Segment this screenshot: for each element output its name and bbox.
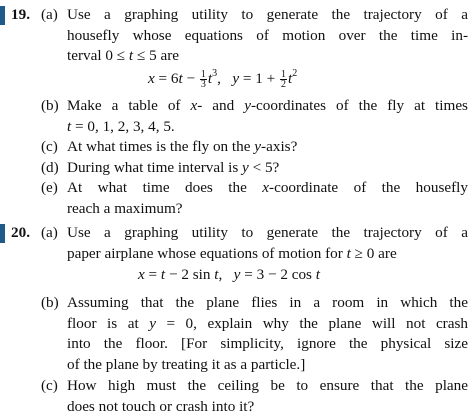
fraction: $\frac{1}{3}$ [200, 69, 206, 91]
text-line: Assuming that the plane flies in a room in which the [67, 294, 468, 311]
text-line: t = 0, 1, 2, 3, 4, 5. [67, 117, 175, 135]
part-text [67, 5, 468, 67]
part-label: (a) [41, 6, 58, 23]
text-line: paper airplane whose equations of motion for t ≥ 0 are [67, 244, 397, 262]
text-line: Make a table of x- and y-coordinates of the fly at times [67, 97, 468, 114]
text-line: floor is at y = 0, explain why the plane will not crash [67, 314, 468, 332]
part-text [67, 158, 468, 179]
text-line: Use a graphing utility to generate the trajectory of a [67, 224, 468, 241]
part-text [67, 376, 468, 417]
text-line: housefly whose equations of motion over the time in- [67, 26, 468, 44]
problem-marker [0, 6, 5, 25]
text-line: into the floor. [For simplicity, ignore the physical size [67, 335, 468, 352]
problem-number: 19. [11, 6, 30, 23]
part-label: (c) [41, 377, 58, 394]
equation: x = 6t − $\frac{1}{3}$ $t^3$, y = 1 + $\frac{1}{2}$ $t^2$ [148, 67, 298, 91]
equation: x = t − 2 sin t, y = 3 − 2 cos t [138, 266, 320, 283]
text-line: At what time does the x-coordinate of the housefly [67, 179, 468, 196]
part-label: (b) [41, 97, 59, 114]
part-text [67, 178, 468, 219]
problem-marker [0, 224, 5, 243]
fraction: $\frac{1}{2}$ [281, 69, 287, 91]
part-text [67, 96, 468, 137]
text-line: Use a graphing utility to generate the trajectory of a [67, 6, 468, 23]
part-text [67, 223, 468, 264]
part-label: (e) [41, 179, 58, 196]
text-line: does not touch or crash into it? [67, 397, 255, 415]
part-label: (b) [41, 294, 59, 311]
text-line: At what times is the fly on the y-axis? [67, 138, 298, 155]
part-text [67, 137, 468, 158]
text-line: How high must the ceiling be to ensure that the plane [67, 377, 468, 394]
part-label: (d) [41, 158, 59, 176]
problem-number: 20. [11, 224, 30, 241]
text-line: of the plane by treating it as a particle.] [67, 355, 306, 373]
part-label: (c) [41, 138, 58, 155]
text-line: reach a maximum? [67, 199, 183, 217]
text-line: terval 0 ≤ t ≤ 5 are [67, 47, 179, 64]
text-line: During what time interval is y < 5? [67, 158, 280, 176]
part-label: (a) [41, 224, 58, 241]
part-text [67, 293, 468, 375]
